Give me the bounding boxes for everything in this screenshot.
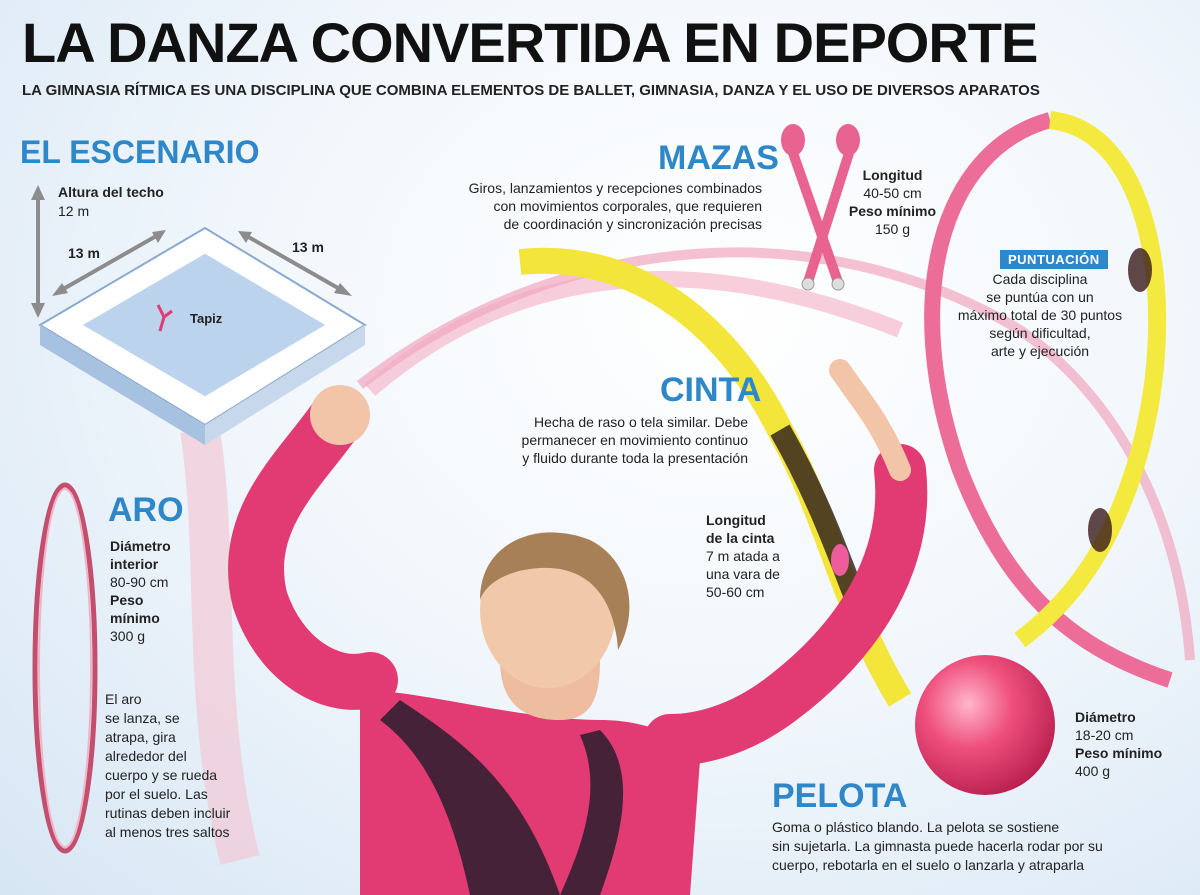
hoop-icon	[35, 485, 95, 851]
stage-side-a-label: 13 m	[68, 245, 100, 261]
ball-icon	[915, 655, 1055, 795]
cinta-description: Hecha de raso o tela similar. Debe permanecer en movimiento continuo y fluido durante toda la presentación	[521, 414, 748, 466]
section-heading-mazas: MAZAS	[658, 139, 779, 177]
page-title: LA DANZA CONVERTIDA EN DEPORTE	[22, 11, 1038, 74]
ribbon-spot	[831, 544, 849, 576]
mat-label: Tapiz	[190, 311, 223, 326]
cinta-specs: Longitud de la cinta 7 m atada a una vara de 50-60 cm	[706, 512, 780, 600]
pelota-description: Goma o plástico blando. La pelota se sostiene sin sujetarla. La gimnasta puede hacerla rodar por su cuerpo, rebotarla en el suelo o lanzarla y atraparla	[772, 819, 1103, 873]
ceiling-height-value: 12 m	[58, 203, 90, 219]
puntuacion-description: Cada disciplina se puntúa con un máximo total de 30 puntos según dificultad, arte y ejecución	[957, 271, 1123, 359]
ribbon-spot	[1128, 248, 1152, 292]
page-subtitle: LA GIMNASIA RÍTMICA ES UNA DISCIPLINA QUE COMBINA ELEMENTOS DE BALLET, GIMNASIA, DANZA Y EL USO DE DIVERSOS APARATOS	[22, 82, 1040, 99]
mazas-specs: Longitud 40-50 cm Peso mínimo 150 g	[848, 167, 937, 237]
aro-specs: Diámetro interior 80-90 cm Peso mínimo 300 g	[110, 538, 171, 644]
section-heading-aro: ARO	[108, 491, 184, 529]
section-heading-escenario: EL ESCENARIO	[20, 134, 260, 170]
aro-description: El aro se lanza, se atrapa, gira alrededor del cuerpo y se rueda por el suelo. Las rutinas deben incluir al menos tres saltos	[105, 691, 231, 840]
ribbon-loop-yellow	[1020, 120, 1157, 640]
mazas-description: Giros, lanzamientos y recepciones combinados con movimientos corporales, que requieren de coordinación y sincronización precisas	[468, 180, 762, 232]
pelota-specs: Diámetro 18-20 cm Peso mínimo 400 g	[1075, 709, 1163, 779]
puntuacion-badge: PUNTUACIÓN	[1000, 250, 1108, 269]
stage-side-b-label: 13 m	[292, 239, 324, 255]
section-heading-pelota: PELOTA	[772, 777, 908, 815]
ribbon-strand-faded	[370, 279, 900, 390]
ceiling-height-label: Altura del techo	[58, 184, 164, 200]
ribbon-spot	[1088, 508, 1112, 552]
section-heading-cinta: CINTA	[660, 371, 762, 409]
